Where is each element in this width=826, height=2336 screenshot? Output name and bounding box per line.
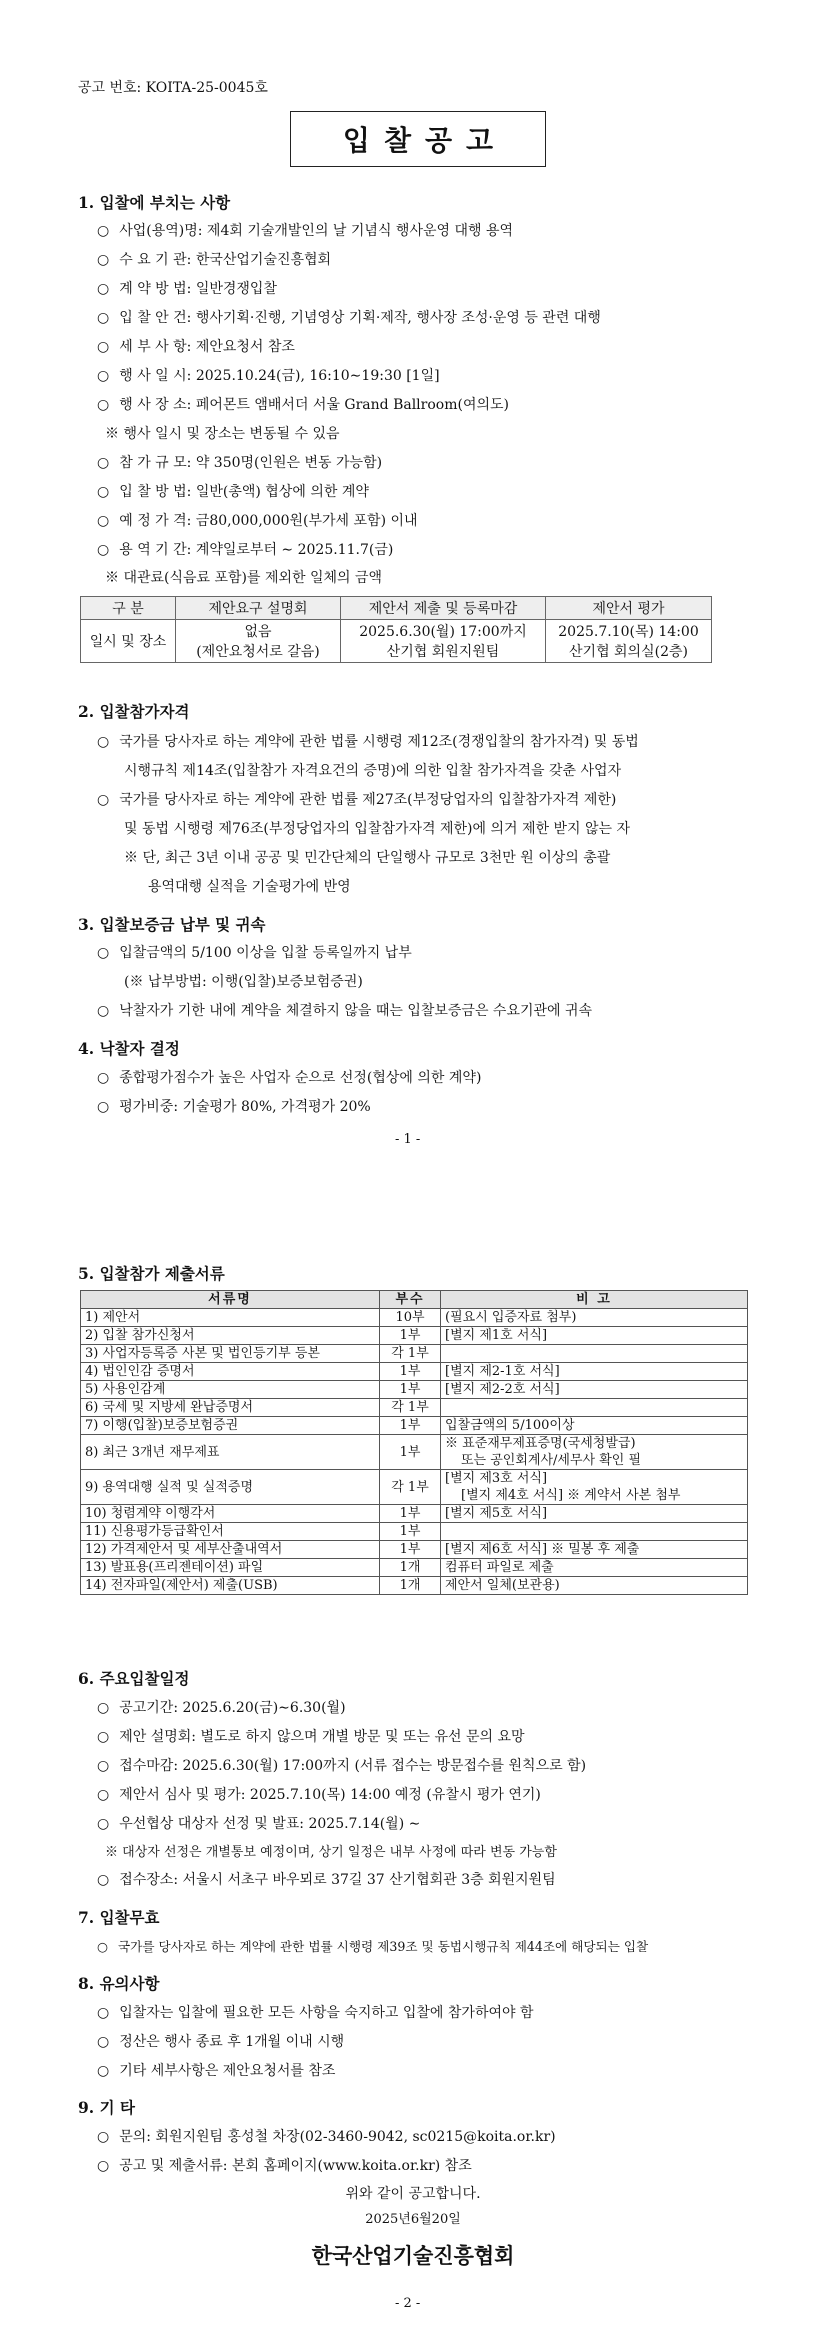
table-row — [81, 1435, 748, 1470]
list-item-cont: 시행규칙 제14조(입찰참가 자격요건의 증명)에 의한 입찰 참가자격을 갖춘 사업자 — [124, 763, 622, 779]
page-title: 입찰공고 — [290, 111, 546, 167]
table-cell — [441, 1523, 748, 1541]
section-3-heading: 3. 입찰보증금 납부 및 귀속 — [78, 915, 266, 934]
list-item-cont: (※ 납부방법: 이행(입찰)보증보험증권) — [124, 974, 363, 990]
table-header: 구 분 — [81, 597, 176, 620]
note: ※ 행사 일시 및 장소는 변동될 수 있음 — [105, 426, 340, 442]
table-header: 서류명 — [81, 1291, 380, 1309]
table-cell: 1개 — [380, 1559, 441, 1577]
list-item: ○ 낙찰자가 기한 내에 계약을 체결하지 않을 때는 입찰보증금은 수요기관에 귀속 — [97, 1000, 592, 1020]
table-cell: 1부 — [380, 1327, 441, 1345]
table-header: 비 고 — [441, 1291, 748, 1309]
table-cell: 1) 제안서 — [81, 1309, 380, 1327]
documents-table — [80, 1290, 748, 1595]
table-cell: [별지 제5호 서식] — [441, 1505, 748, 1523]
table-cell: 없음 (제안요청서로 갈음) — [176, 620, 341, 663]
page-number: - 1 - — [395, 1132, 421, 1147]
note: ※ 대관료(식음료 포함)를 제외한 일체의 금액 — [105, 570, 383, 586]
table-cell: [별지 제2-2호 서식] — [441, 1381, 748, 1399]
table-cell: 각 1부 — [380, 1470, 441, 1505]
table-cell: [별지 제2-1호 서식] — [441, 1363, 748, 1381]
table-row — [81, 1327, 748, 1345]
table-cell: 1부 — [380, 1363, 441, 1381]
list-item: ○ 제안 설명회: 별도로 하지 않으며 개별 방문 및 또는 유선 문의 요망 — [97, 1726, 525, 1746]
section-7-heading: 7. 입찰무효 — [78, 1908, 160, 1927]
table-cell: 2025.7.10(목) 14:00 산기협 회의실(2층) — [546, 620, 712, 663]
table-cell: 1부 — [380, 1523, 441, 1541]
table-row — [81, 1381, 748, 1399]
table-row — [81, 1470, 748, 1505]
list-item: ○ 입찰금액의 5/100 이상을 입찰 등록일까지 납부 — [97, 942, 412, 962]
list-item: ○ 문의: 회원지원팀 홍성철 차장(02-3460-9042, sc0215@koita.or.kr) — [97, 2126, 556, 2146]
table-cell: 6) 국세 및 지방세 완납증명서 — [81, 1399, 380, 1417]
table-cell: 8) 최근 3개년 재무제표 — [81, 1435, 380, 1470]
list-item: ○ 계 약 방 법: 일반경쟁입찰 — [97, 278, 277, 298]
table-header: 부수 — [380, 1291, 441, 1309]
list-item: ○ 종합평가점수가 높은 사업자 순으로 선정(협상에 의한 계약) — [97, 1067, 481, 1087]
table-row — [81, 1363, 748, 1381]
list-item: ○ 사업(용역)명: 제4회 기술개발인의 날 기념식 행사운영 대행 용역 — [97, 220, 513, 240]
table-cell: 1부 — [380, 1505, 441, 1523]
section-9-heading: 9. 기 타 — [78, 2098, 135, 2117]
table-cell: 3) 사업자등록증 사본 및 법인등기부 등본 — [81, 1345, 380, 1363]
date: 2025년6월20일 — [365, 2212, 461, 2227]
table-cell: (필요시 입증자료 첨부) — [441, 1309, 748, 1327]
table-cell: 각 1부 — [380, 1399, 441, 1417]
table-cell: 제안서 일체(보관용) — [441, 1577, 748, 1595]
table-row — [81, 1577, 748, 1595]
list-item: ○ 접수장소: 서울시 서초구 바우뫼로 37길 37 산기협회관 3층 회원지원팀 — [97, 1869, 556, 1889]
list-item: ○ 행 사 일 시: 2025.10.24(금), 16:10∼19:30 [1일] — [97, 365, 440, 385]
list-item: ○ 행 사 장 소: 페어몬트 앰배서더 서울 Grand Ballroom(여의도) — [97, 394, 509, 414]
table-header: 제안요구 설명회 — [176, 597, 341, 620]
table-row — [81, 1345, 748, 1363]
table-cell: ※ 표준재무제표증명(국세청발급) 또는 공인회계사/세무사 확인 필 — [441, 1435, 748, 1470]
list-item: ○ 참 가 규 모: 약 350명(인원은 변동 가능함) — [97, 452, 382, 472]
table-cell: [별지 제1호 서식] — [441, 1327, 748, 1345]
table-cell: 10부 — [380, 1309, 441, 1327]
section-2-heading: 2. 입찰참가자격 — [78, 702, 190, 721]
table-row — [81, 1399, 748, 1417]
section-8-heading: 8. 유의사항 — [78, 1974, 160, 1993]
list-item: ○ 용 역 기 간: 계약일로부터 ∼ 2025.11.7(금) — [97, 539, 393, 559]
table-cell — [441, 1345, 748, 1363]
section-5-heading: 5. 입찰참가 제출서류 — [78, 1264, 225, 1283]
list-item-cont: 및 동법 시행령 제76조(부정당업자의 입찰참가자격 제한)에 의거 제한 받지 않는 자 — [124, 821, 631, 837]
list-item: ○ 입 찰 안 건: 행사기획·진행, 기념영상 기획·제작, 행사장 조성·운영 등 관련 대행 — [97, 307, 601, 327]
table-cell: 13) 발표용(프리젠테이션) 파일 — [81, 1559, 380, 1577]
table-row — [81, 1417, 748, 1435]
table-row — [81, 1523, 748, 1541]
table-cell: [별지 제6호 서식] ※ 밀봉 후 제출 — [441, 1541, 748, 1559]
list-item: ○ 예 정 가 격: 금80,000,000원(부가세 포함) 이내 — [97, 510, 418, 530]
notice-number: 공고 번호: KOITA-25-0045호 — [78, 80, 268, 96]
section-4-heading: 4. 낙찰자 결정 — [78, 1039, 180, 1058]
table-cell: 1부 — [380, 1417, 441, 1435]
table-cell: 1부 — [380, 1381, 441, 1399]
table-cell: 4) 법인인감 증명서 — [81, 1363, 380, 1381]
list-item: ○ 입 찰 방 법: 일반(총액) 협상에 의한 계약 — [97, 481, 369, 501]
table-cell: 1부 — [380, 1435, 441, 1470]
note: ※ 단, 최근 3년 이내 공공 및 민간단체의 단일행사 규모로 3천만 원 이상의 총괄 — [124, 850, 611, 866]
list-item: ○ 세 부 사 항: 제안요청서 참조 — [97, 336, 295, 356]
table-cell: 1부 — [380, 1541, 441, 1559]
table-cell: 입찰금액의 5/100이상 — [441, 1417, 748, 1435]
table-cell: [별지 제3호 서식] [별지 제4호 서식] ※ 계약서 사본 첨부 — [441, 1470, 748, 1505]
list-item: ○ 접수마감: 2025.6.30(월) 17:00까지 (서류 접수는 방문접수를 원칙으로 함) — [97, 1755, 586, 1775]
table-cell: 2) 입찰 참가신청서 — [81, 1327, 380, 1345]
table-cell: 9) 용역대행 실적 및 실적증명 — [81, 1470, 380, 1505]
list-item: ○ 제안서 심사 및 평가: 2025.7.10(목) 14:00 예정 (유찰시 평가 연기) — [97, 1784, 541, 1804]
list-item: ○ 수 요 기 관: 한국산업기술진흥협회 — [97, 249, 331, 269]
schedule-table — [80, 596, 712, 663]
table-cell: 10) 청렴계약 이행각서 — [81, 1505, 380, 1523]
list-item: ○ 기타 세부사항은 제안요청서를 참조 — [97, 2060, 335, 2080]
list-item: ○ 국가를 당사자로 하는 계약에 관한 법률 시행령 제12조(경쟁입찰의 참가자격) 및 동법 — [97, 731, 639, 751]
organization-name: 한국산업기술진흥협회 — [311, 2243, 515, 2268]
list-item: ○ 국가를 당사자로 하는 계약에 관한 법률 시행령 제39조 및 동법시행규칙 제44조에 해당되는 입찰 — [97, 1936, 648, 1955]
table-cell — [441, 1399, 748, 1417]
table-row — [81, 1541, 748, 1559]
table-cell: 11) 신용평가등급확인서 — [81, 1523, 380, 1541]
table-cell: 7) 이행(입찰)보증보험증권 — [81, 1417, 380, 1435]
table-cell: 1개 — [380, 1577, 441, 1595]
list-item: ○ 우선협상 대상자 선정 및 발표: 2025.7.14(월) ∼ — [97, 1813, 420, 1833]
table-row — [81, 1309, 748, 1327]
table-cell: 12) 가격제안서 및 세부산출내역서 — [81, 1541, 380, 1559]
table-cell: 각 1부 — [380, 1345, 441, 1363]
table-header: 제안서 제출 및 등록마감 — [341, 597, 546, 620]
table-cell: 2025.6.30(월) 17:00까지 산기협 회원지원팀 — [341, 620, 546, 663]
table-cell: 일시 및 장소 — [81, 620, 176, 663]
list-item: ○ 정산은 행사 종료 후 1개월 이내 시행 — [97, 2031, 344, 2051]
list-item: ○ 국가를 당사자로 하는 계약에 관한 법률 제27조(부정당업자의 입찰참가자격 제한) — [97, 789, 616, 809]
list-item: ○ 평가비중: 기술평가 80%, 가격평가 20% — [97, 1096, 371, 1116]
table-row — [81, 1505, 748, 1523]
closing-text: 위와 같이 공고합니다. — [345, 2186, 481, 2202]
note-cont: 용역대행 실적을 기술평가에 반영 — [148, 879, 351, 895]
table-header: 제안서 평가 — [546, 597, 712, 620]
list-item: ○ 공고기간: 2025.6.20(금)∼6.30(월) — [97, 1697, 346, 1717]
section-1-heading: 1. 입찰에 부치는 사항 — [78, 193, 231, 212]
table-cell: 컴퓨터 파일로 제출 — [441, 1559, 748, 1577]
list-item: ○ 입찰자는 입찰에 필요한 모든 사항을 숙지하고 입찰에 참가하여야 함 — [97, 2002, 534, 2022]
table-row — [81, 1559, 748, 1577]
section-6-heading: 6. 주요입찰일정 — [78, 1669, 190, 1688]
list-item: ○ 공고 및 제출서류: 본회 홈페이지(www.koita.or.kr) 참조 — [97, 2155, 472, 2175]
note: ※ 대상자 선정은 개별통보 예정이며, 상기 일정은 내부 사정에 따라 변동 가능함 — [105, 1845, 557, 1860]
table-cell: 5) 사용인감계 — [81, 1381, 380, 1399]
table-cell: 14) 전자파일(제안서) 제출(USB) — [81, 1577, 380, 1595]
page-number: - 2 - — [395, 2296, 421, 2311]
